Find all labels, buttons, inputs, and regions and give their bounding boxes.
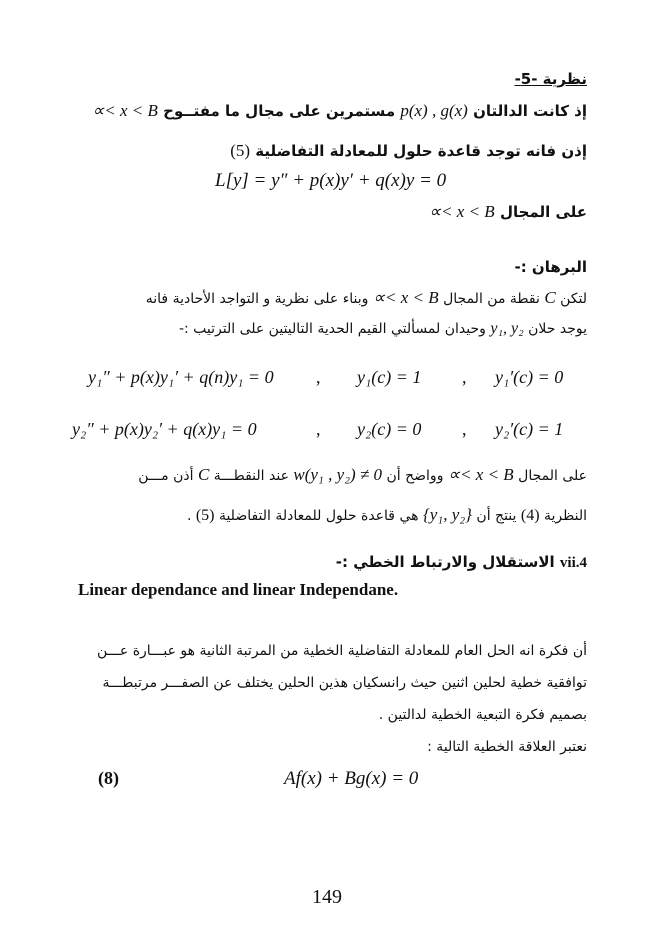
theorem-equation: L[y] = y″ + p(x)y′ + q(x)y = 0	[215, 170, 447, 191]
domain-interval: ∝< x < B	[428, 202, 495, 221]
section-number: vii.4	[559, 555, 587, 571]
system2-condition-2: y₂′(c) = 1	[495, 419, 564, 439]
concl2-b: ينتج أن	[476, 508, 517, 524]
proof-line2-b: وحيدان لمسألتي القيم الحدية التاليتين على الترتيب :-	[178, 321, 486, 337]
equation-8: Af(x) + Bg(x) = 0	[284, 768, 419, 789]
proof-line-2	[179, 320, 587, 338]
concl2-c: هي قاعدة حلول للمعادلة التفاضلية	[218, 508, 419, 524]
concl1-point: C	[198, 465, 210, 484]
solution-set: {y₁, y₂}	[422, 505, 472, 524]
theorem-line-1	[92, 101, 587, 121]
conclusion-line-2	[187, 505, 587, 525]
eq-ref-5: (5)	[195, 507, 215, 524]
page-number: 149	[312, 886, 342, 908]
concl1-d: أذن مـــن	[138, 468, 194, 484]
body-line-1: أن فكرة انه الحل العام للمعادلة التفاضلية الخطية من المرتبة الثانية هو عبـــارة عـــن	[96, 643, 587, 659]
theorem-heading: نظرية -5-	[514, 70, 587, 88]
body-line-3: بصميم فكرة التبعية الخطية لدالتين .	[378, 707, 587, 723]
theorem-eq-ref: (5)	[230, 141, 251, 160]
theorem-ref-4: (4)	[520, 507, 540, 524]
sep-1b: ,	[462, 367, 467, 387]
sep-2b: ,	[462, 419, 467, 439]
proof-line2-a: يوجد حلان	[528, 321, 587, 337]
equation-8-label: (8)	[98, 768, 119, 788]
sep-2a: ,	[316, 419, 321, 439]
system2-condition-1: y₂(c) = 0	[357, 419, 422, 439]
domain-label: على المجال	[499, 203, 587, 221]
theorem-line1-text2: مستمرين على مجال ما مفتــوح	[163, 102, 396, 120]
system1-condition-2: y₁′(c) = 0	[495, 367, 564, 387]
solutions-y1-y2: y₁, y₂	[490, 320, 524, 337]
section-title-en: Linear dependance and linear Independane.	[78, 580, 399, 599]
proof-line1-b: نقطة من المجال	[443, 291, 540, 307]
theorem-functions: p(x) , g(x)	[400, 101, 468, 120]
concl1-b: وواضح أن	[386, 468, 444, 484]
system1-equation: y₁″ + p(x)y₁′ + q(n)y₁ = 0	[88, 367, 274, 387]
theorem-line1-text: إذ كانت الدالتان	[473, 102, 587, 120]
sep-1a: ,	[316, 367, 321, 387]
proof-heading: البرهان :-	[514, 258, 587, 276]
section-heading	[336, 553, 587, 572]
concl2-a: النظرية	[544, 508, 587, 524]
body-line-2: توافقية خطية لحلين اثنين حيث رانسكيان هذين الحلين يختلف عن الصفـــر مرتبطـــة	[102, 675, 587, 691]
concl1-interval: ∝< x < B	[447, 465, 514, 484]
theorem-domain	[429, 202, 587, 222]
system1-condition-1: y₁(c) = 1	[357, 367, 422, 387]
system2-equation: y₂″ + p(x)y₂′ + q(x)y₁ = 0	[72, 419, 257, 439]
theorem-interval: ∝< x < B	[92, 101, 158, 120]
theorem-line2-text: إذن فانه توجد قاعدة حلول للمعادلة التفاضلية	[255, 142, 587, 160]
concl1-a: على المجال	[518, 468, 587, 484]
proof-line1-a: لتكن	[560, 291, 587, 307]
section-title-ar: الاستقلال والارتباط الخطي :-	[335, 553, 555, 571]
conclusion-line-1	[138, 465, 587, 485]
body-line-4: نعتبر العلاقة الخطية التالية :	[427, 739, 587, 755]
proof-interval: ∝< x < B	[372, 288, 439, 307]
concl1-c: عند النقطـــة	[213, 468, 289, 484]
wronskian: w(y₁ , y₂) ≠ 0	[293, 465, 383, 484]
proof-line1-c: وبناء على نظرية و التواجد الأحادية فانه	[145, 291, 369, 307]
concl2-end: .	[186, 508, 192, 524]
point-c: C	[544, 288, 556, 307]
theorem-line-2	[230, 141, 587, 161]
proof-line-1	[146, 288, 587, 308]
